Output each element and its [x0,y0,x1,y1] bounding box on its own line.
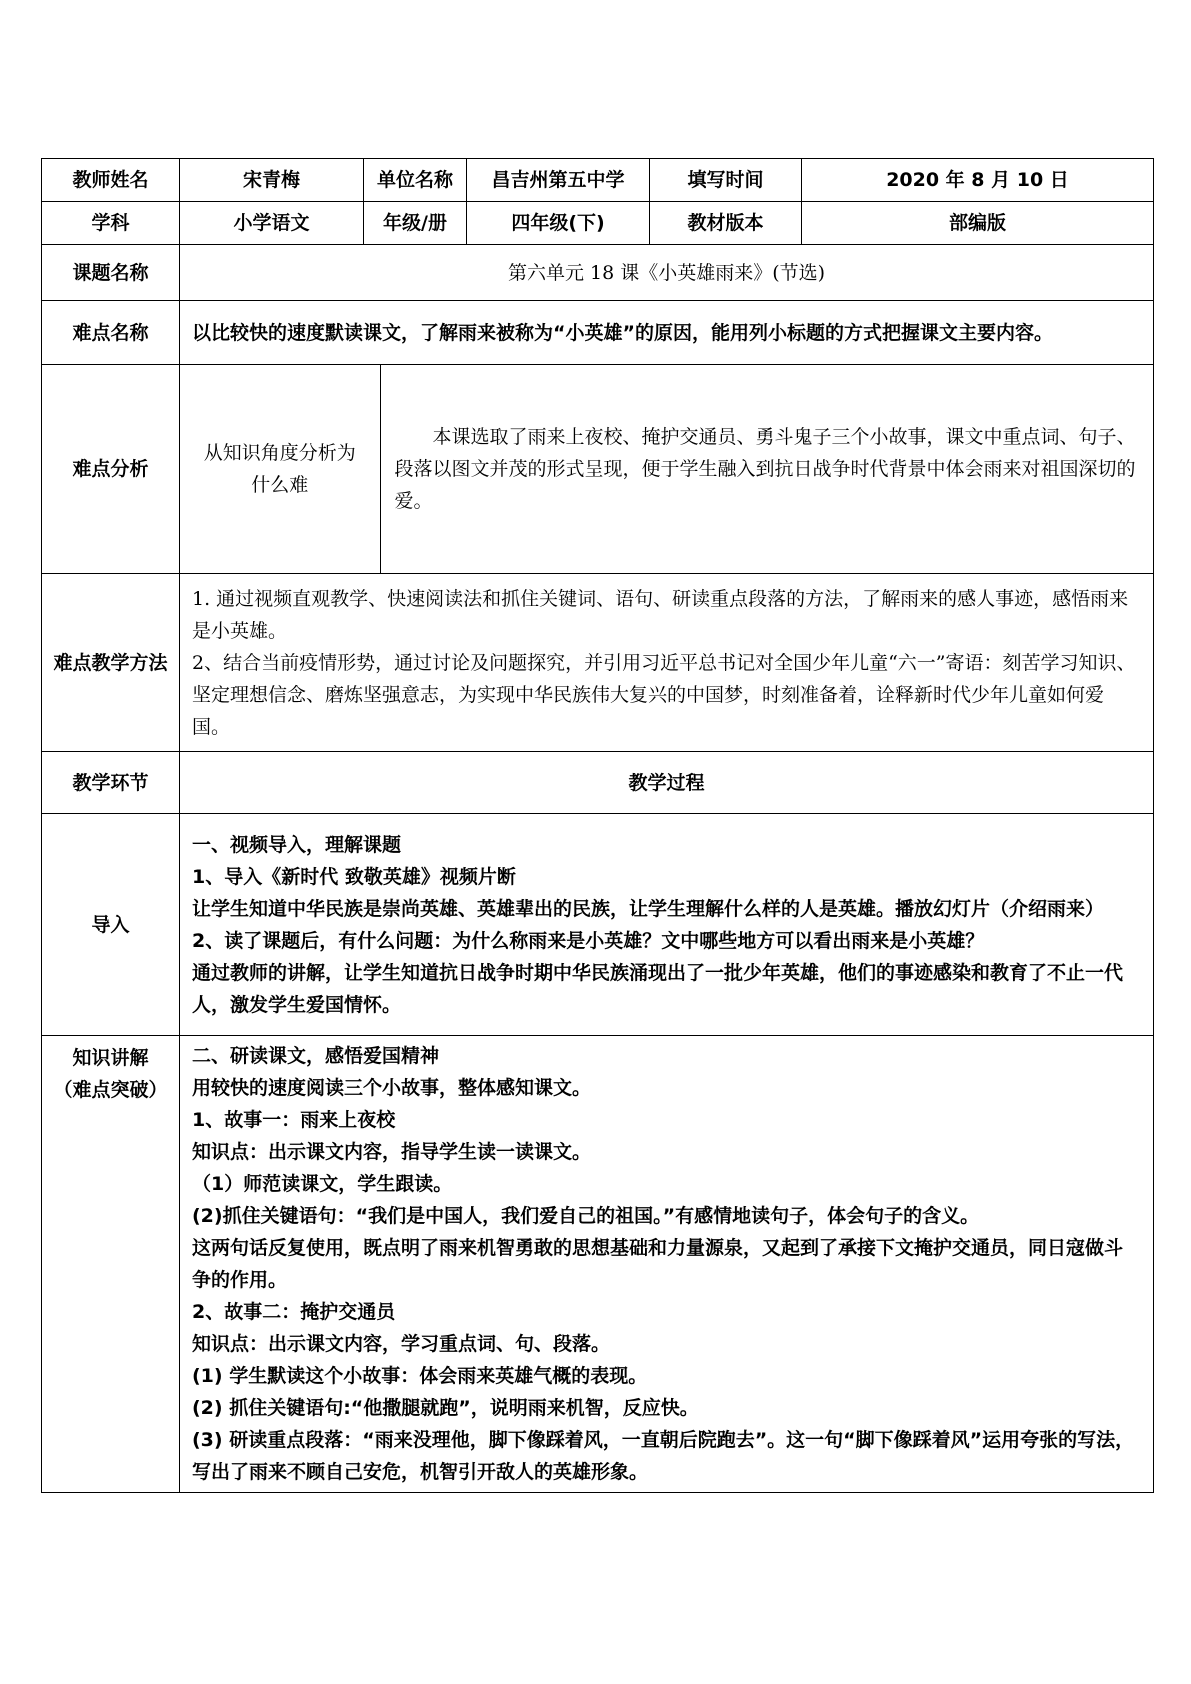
unit-value: 昌吉州第五中学 [467,159,650,202]
knowledge-label-line-2: （难点突破） [53,1079,168,1101]
difficulty-row [42,301,1154,365]
intro-line-4: 2、读了课题后，有什么问题：为什么称雨来是小英雄？文中哪些地方可以看出雨来是小英雄？ [192,929,985,952]
knowledge-line-8: 2、故事二：掩护交通员 [192,1301,396,1323]
process-header-row [42,752,1154,814]
intro-line-5: 通过教师的讲解，让学生知道抗日战争时期中华民族涌现出了一批少年英雄，他们的事迹感染和教育了不止一代人，激发学生爱国情怀。 [192,961,1124,1016]
knowledge-line-10: (1) 学生默读这个小故事：体会雨来英雄气概的表现。 [192,1365,648,1387]
edition-value: 部编版 [802,202,1154,245]
knowledge-line-12: (3) 研读重点段落：“雨来没理他，脚下像踩着风，一直朝后院跑去”。这一句“脚下像踩着风”运用夸张的写法，写出了雨来不顾自己安危，机智引开敌人的英雄形象。 [192,1429,1135,1483]
process-label: 教学过程 [180,752,1154,814]
methods-line-1: 1. 通过视频直观教学、快速阅读法和抓住关键词、语句、研读重点段落的方法，了解雨来的感人事迹，感悟雨来是小英雄。 [192,587,1129,642]
unit-label: 单位名称 [364,159,467,202]
knowledge-row [42,1036,1154,1493]
knowledge-line-2: 用较快的速度阅读三个小故事，整体感知课文。 [192,1077,592,1099]
teacher-label: 教师姓名 [42,159,180,202]
topic-row [42,245,1154,301]
knowledge-label [42,1036,180,1493]
knowledge-line-5: （1）师范读课文，学生跟读。 [192,1173,453,1195]
knowledge-content [180,1036,1154,1493]
knowledge-line-11: (2) 抓住关键语句:“他撒腿就跑”，说明雨来机智，反应快。 [192,1397,699,1419]
difficulty-label: 难点名称 [42,301,180,365]
analysis-sub-label: 从知识角度分析为什么难 [203,442,356,496]
knowledge-line-7: 这两句话反复使用，既点明了雨来机智勇敢的思想基础和力量源泉，又起到了承接下文掩护交通员，同日寇做斗争的作用。 [192,1237,1124,1291]
grade-label: 年级/册 [364,202,467,245]
date-value: 2020 年 8 月 10 日 [802,159,1154,202]
header-row-2 [42,202,1154,245]
methods-content [180,574,1154,752]
grade-value: 四年级(下) [467,202,650,245]
topic-label: 课题名称 [42,245,180,301]
lesson-plan-table [41,158,1154,1493]
knowledge-line-1: 二、研读课文，感悟爱国精神 [192,1045,440,1067]
analysis-cell [180,365,1154,574]
analysis-text: 本课选取了雨来上夜校、掩护交通员、勇斗鬼子三个小故事，课文中重点词、句子、段落以图文并茂的形式呈现，便于学生融入到抗日战争时代背景中体会雨来对祖国深切的爱。 [380,365,1153,573]
subject-label: 学科 [42,202,180,245]
methods-label: 难点教学方法 [42,574,180,752]
knowledge-label-line-1: 知识讲解 [72,1047,149,1069]
knowledge-line-4: 知识点：出示课文内容，指导学生读一读课文。 [192,1141,592,1163]
subject-value: 小学语文 [180,202,364,245]
stage-label: 教学环节 [42,752,180,814]
intro-line-3: 让学生知道中华民族是崇尚英雄、英雄辈出的民族，让学生理解什么样的人是英雄。播放幻灯片（介绍雨来） [192,897,1105,920]
edition-label: 教材版本 [650,202,802,245]
difficulty-value: 以比较快的速度默读课文，了解雨来被称为“小英雄”的原因，能用列小标题的方式把握课文主要内容。 [180,301,1154,365]
intro-content [180,814,1154,1036]
knowledge-line-9: 知识点：出示课文内容，学习重点词、句、段落。 [192,1333,611,1355]
knowledge-line-3: 1、故事一：雨来上夜校 [192,1109,396,1131]
date-label: 填写时间 [650,159,802,202]
teacher-value: 宋青梅 [180,159,364,202]
intro-line-2: 1、导入《新时代 致敬英雄》视频片断 [192,865,516,888]
intro-line-1: 一、视频导入，理解课题 [192,833,402,856]
analysis-row [42,365,1154,574]
intro-label: 导入 [42,814,180,1036]
header-row-1 [42,159,1154,202]
lesson-plan-document [41,158,1153,1493]
topic-value: 第六单元 18 课《小英雄雨来》(节选) [180,245,1154,301]
methods-row [42,574,1154,752]
knowledge-line-6: (2)抓住关键语句：“我们是中国人，我们爱自己的祖国。”有感情地读句子，体会句子的含义。 [192,1205,980,1227]
methods-line-2: 2、结合当前疫情形势，通过讨论及问题探究，并引用习近平总书记对全国少年儿童“六一”寄语：刻苦学习知识、坚定理想信念、磨炼坚强意志，为实现中华民族伟大复兴的中国梦，时刻准备着，诠释新时代少年儿童如何爱国。 [192,651,1136,738]
intro-row [42,814,1154,1036]
analysis-label: 难点分析 [42,365,180,574]
analysis-inner-table [180,365,1153,573]
